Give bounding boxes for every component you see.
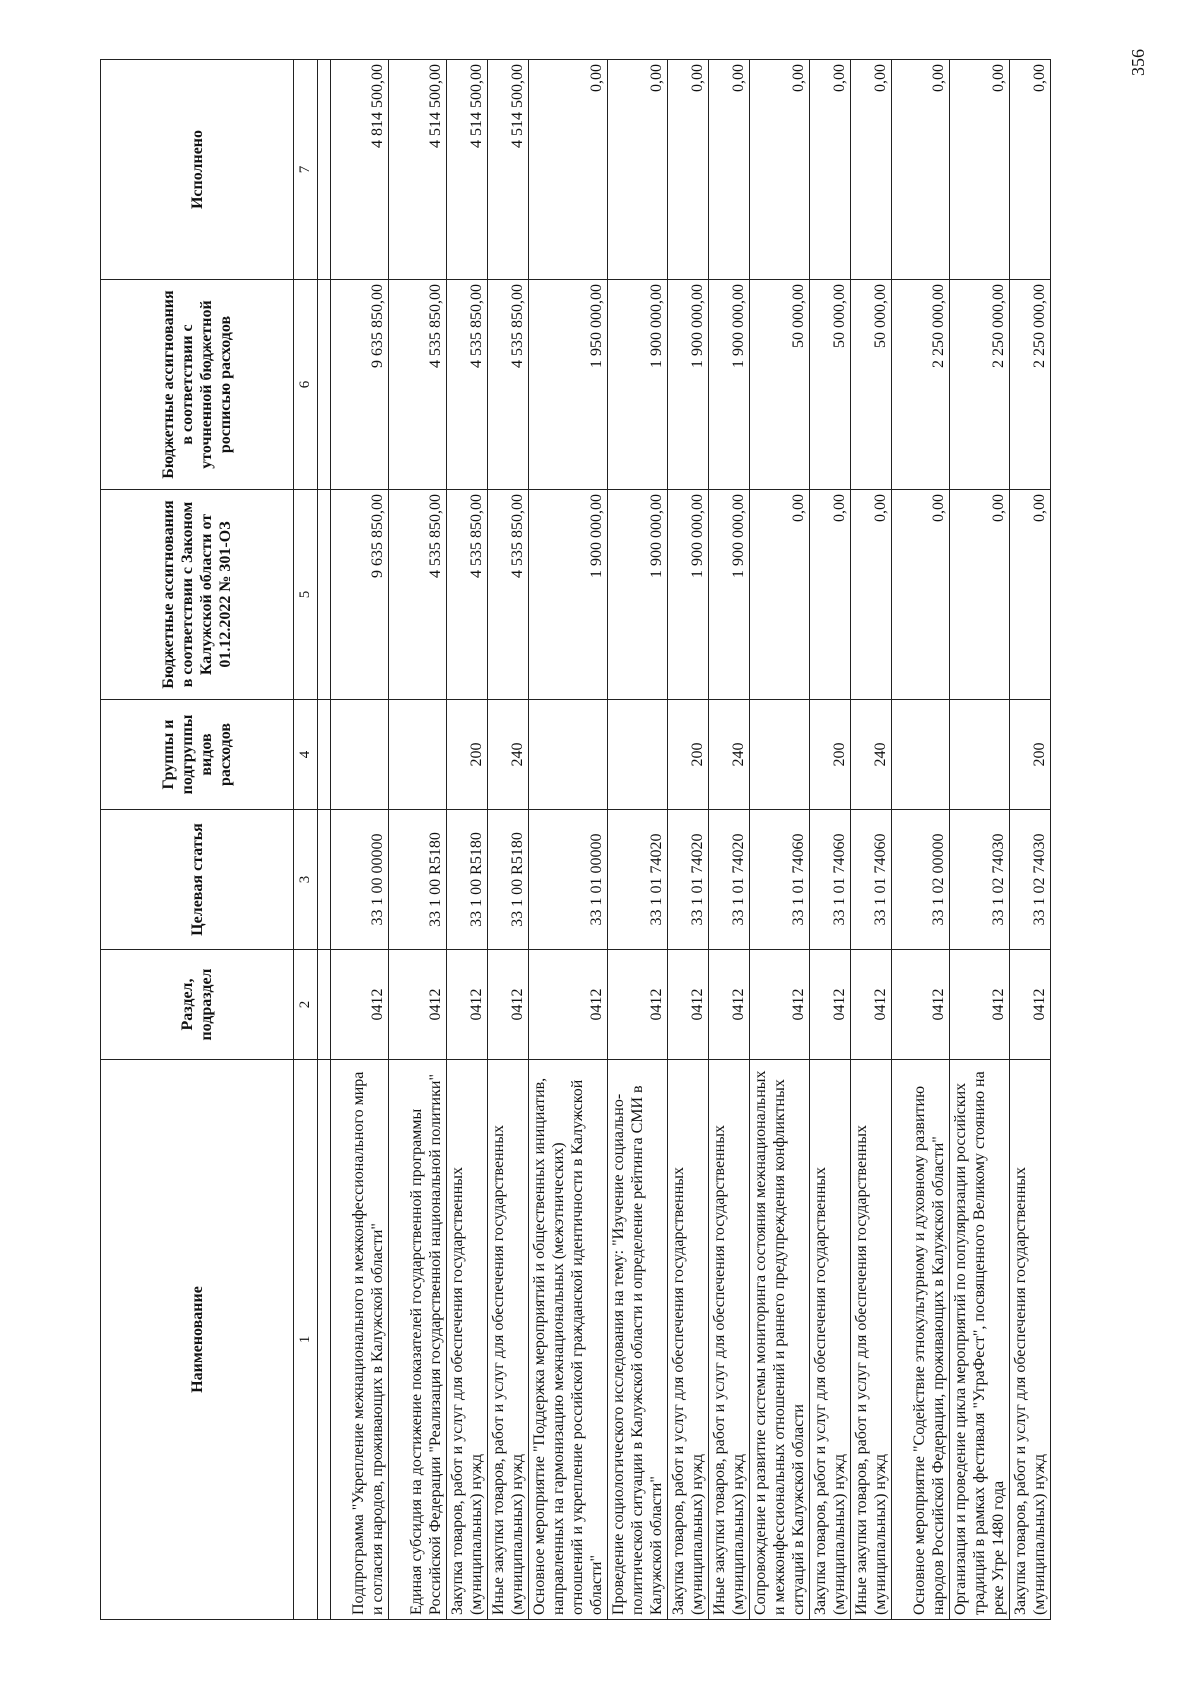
row-section: 0412 (447, 950, 488, 1060)
index-cell: 6 (294, 280, 318, 490)
row-done-amount: 0,00 (851, 60, 892, 280)
row-done-amount: 0,00 (608, 60, 668, 280)
row-group: 240 (709, 700, 750, 810)
row-done-amount: 0,00 (709, 60, 750, 280)
rotated-page (100, 20, 1200, 1620)
row-section: 0412 (709, 950, 750, 1060)
page-number: 356 (1128, 49, 1148, 76)
table-row (950, 60, 1010, 1620)
index-cell: 4 (294, 700, 318, 810)
row-name: Сопровождение и развитие системы мониторинга состояния межнациональных и межконфессиональных отношений и раннего предупреждения конфликтных ситуаций в Калужской области (750, 1060, 810, 1620)
row-plan-amount: 9 635 850,00 (331, 280, 389, 490)
row-done-amount: 0,00 (750, 60, 810, 280)
row-article: 33 1 01 74020 (608, 810, 668, 950)
row-plan-amount: 50 000,00 (851, 280, 892, 490)
row-article: 33 1 01 74060 (810, 810, 851, 950)
table-row (892, 60, 950, 1620)
row-group: 200 (810, 700, 851, 810)
row-article: 33 1 00 R5180 (389, 810, 447, 950)
row-section: 0412 (851, 950, 892, 1060)
header-law: Бюджетные ассигнования в соответствии с Законом Калужской области от 01.12.2022 № 301-ОЗ (101, 490, 294, 700)
row-name: Иные закупки товаров, работ и услуг для обеспечения государственных (муниципальных) нужд (709, 1060, 750, 1620)
row-article: 33 1 00 00000 (331, 810, 389, 950)
row-name: Подпрограмма "Укрепление межнационального и межконфессионального мира и согласия народов, проживающих в Калужской области" (331, 1060, 389, 1620)
row-law-amount: 9 635 850,00 (331, 490, 389, 700)
row-group: 200 (447, 700, 488, 810)
row-section: 0412 (750, 950, 810, 1060)
header-section: Раздел, подраздел (101, 950, 294, 1060)
row-done-amount: 4 814 500,00 (331, 60, 389, 280)
row-plan-amount: 1 950 000,00 (529, 280, 608, 490)
row-name: Закупка товаров, работ и услуг для обеспечения государственных (муниципальных) нужд (668, 1060, 709, 1620)
table-row (389, 60, 447, 1620)
row-section: 0412 (1010, 950, 1051, 1060)
row-done-amount: 0,00 (810, 60, 851, 280)
index-row (294, 60, 318, 1620)
row-law-amount: 4 535 850,00 (488, 490, 529, 700)
row-done-amount: 0,00 (668, 60, 709, 280)
row-done-amount: 4 514 500,00 (447, 60, 488, 280)
table-row (331, 60, 389, 1620)
header-name: Наименование (101, 1060, 294, 1620)
row-plan-amount: 2 250 000,00 (892, 280, 950, 490)
table-row (447, 60, 488, 1620)
row-plan-amount: 50 000,00 (750, 280, 810, 490)
row-article: 33 1 02 74030 (1010, 810, 1051, 950)
row-article: 33 1 01 00000 (529, 810, 608, 950)
row-section: 0412 (331, 950, 389, 1060)
table-row (851, 60, 892, 1620)
row-name: Проведение социологического исследования на тему: "Изучение социально-политической ситуации в Калужской области и определение рейтинга СМИ в Калужской области" (608, 1060, 668, 1620)
table-body (331, 60, 1051, 1620)
index-cell: 1 (294, 1060, 318, 1620)
row-name: Организация и проведение цикла мероприятий по популяризации российских традиций в рамках фестиваля "УграФест", посвященного Великому стоянию на реке Угре 1480 года (950, 1060, 1010, 1620)
index-cell: 7 (294, 60, 318, 280)
row-law-amount: 0,00 (851, 490, 892, 700)
row-law-amount: 1 900 000,00 (668, 490, 709, 700)
header-article: Целевая статья (101, 810, 294, 950)
row-section: 0412 (389, 950, 447, 1060)
row-name: Основное мероприятие "Поддержка мероприятий и общественных инициатив, направленных на гармонизацию межнациональных (межэтнических) отношений и укрепление российской гражданской идентичности в Калужской области" (529, 1060, 608, 1620)
row-plan-amount: 1 900 000,00 (608, 280, 668, 490)
table-row (750, 60, 810, 1620)
row-group (331, 700, 389, 810)
table-row (810, 60, 851, 1620)
row-plan-amount: 2 250 000,00 (1010, 280, 1051, 490)
row-group (608, 700, 668, 810)
row-article: 33 1 02 74030 (950, 810, 1010, 950)
row-group (750, 700, 810, 810)
row-law-amount: 0,00 (1010, 490, 1051, 700)
row-section: 0412 (668, 950, 709, 1060)
row-done-amount: 4 514 500,00 (488, 60, 529, 280)
row-name: Основное мероприятие "Содействие этнокультурному и духовному развитию народов Российской Федерации, проживающих в Калужской области" (892, 1060, 950, 1620)
row-section: 0412 (892, 950, 950, 1060)
row-done-amount: 0,00 (1010, 60, 1051, 280)
row-name: Закупка товаров, работ и услуг для обеспечения государственных (муниципальных) нужд (1010, 1060, 1051, 1620)
row-plan-amount: 4 535 850,00 (488, 280, 529, 490)
row-article: 33 1 01 74060 (851, 810, 892, 950)
row-article: 33 1 00 R5180 (447, 810, 488, 950)
table-row (1010, 60, 1051, 1620)
row-law-amount: 4 535 850,00 (447, 490, 488, 700)
table-row (488, 60, 529, 1620)
budget-table (100, 59, 1051, 1620)
row-done-amount: 0,00 (892, 60, 950, 280)
row-done-amount: 4 514 500,00 (389, 60, 447, 280)
row-article: 33 1 00 R5180 (488, 810, 529, 950)
header-group: Группы и подгруппы видов расходов (101, 700, 294, 810)
row-group: 200 (668, 700, 709, 810)
row-law-amount: 4 535 850,00 (389, 490, 447, 700)
row-law-amount: 1 900 000,00 (529, 490, 608, 700)
row-group: 240 (488, 700, 529, 810)
row-article: 33 1 01 74020 (709, 810, 750, 950)
row-group (950, 700, 1010, 810)
row-article: 33 1 01 74060 (750, 810, 810, 950)
row-done-amount: 0,00 (950, 60, 1010, 280)
row-group: 240 (851, 700, 892, 810)
index-cell: 3 (294, 810, 318, 950)
row-plan-amount: 4 535 850,00 (447, 280, 488, 490)
table-row (529, 60, 608, 1620)
row-name: Иные закупки товаров, работ и услуг для обеспечения государственных (муниципальных) нужд (851, 1060, 892, 1620)
header-plan: Бюджетные ассигнования в соответствии с уточненной бюджетной росписью расходов (101, 280, 294, 490)
row-article: 33 1 02 00000 (892, 810, 950, 950)
row-plan-amount: 1 900 000,00 (668, 280, 709, 490)
row-law-amount: 0,00 (950, 490, 1010, 700)
row-group (529, 700, 608, 810)
index-cell: 5 (294, 490, 318, 700)
row-plan-amount: 1 900 000,00 (709, 280, 750, 490)
table-row (608, 60, 668, 1620)
row-name: Закупка товаров, работ и услуг для обеспечения государственных (муниципальных) нужд (447, 1060, 488, 1620)
row-plan-amount: 50 000,00 (810, 280, 851, 490)
row-plan-amount: 2 250 000,00 (950, 280, 1010, 490)
table-row (709, 60, 750, 1620)
row-section: 0412 (950, 950, 1010, 1060)
row-name: Иные закупки товаров, работ и услуг для обеспечения государственных (муниципальных) нужд (488, 1060, 529, 1620)
spacer-row (318, 60, 331, 1620)
index-cell: 2 (294, 950, 318, 1060)
row-section: 0412 (810, 950, 851, 1060)
row-done-amount: 0,00 (529, 60, 608, 280)
header-done: Исполнено (101, 60, 294, 280)
row-law-amount: 0,00 (750, 490, 810, 700)
row-group: 200 (1010, 700, 1051, 810)
row-name: Закупка товаров, работ и услуг для обеспечения государственных (муниципальных) нужд (810, 1060, 851, 1620)
row-section: 0412 (529, 950, 608, 1060)
row-law-amount: 0,00 (892, 490, 950, 700)
header-row (101, 60, 294, 1620)
row-section: 0412 (608, 950, 668, 1060)
table-row (668, 60, 709, 1620)
row-law-amount: 1 900 000,00 (608, 490, 668, 700)
row-article: 33 1 01 74020 (668, 810, 709, 950)
row-name: Единая субсидия на достижение показателей государственной программы Российской Федерации "Реализация государственной национальной политики" (389, 1060, 447, 1620)
row-law-amount: 0,00 (810, 490, 851, 700)
row-group (389, 700, 447, 810)
row-law-amount: 1 900 000,00 (709, 490, 750, 700)
row-group (892, 700, 950, 810)
row-section: 0412 (488, 950, 529, 1060)
row-plan-amount: 4 535 850,00 (389, 280, 447, 490)
